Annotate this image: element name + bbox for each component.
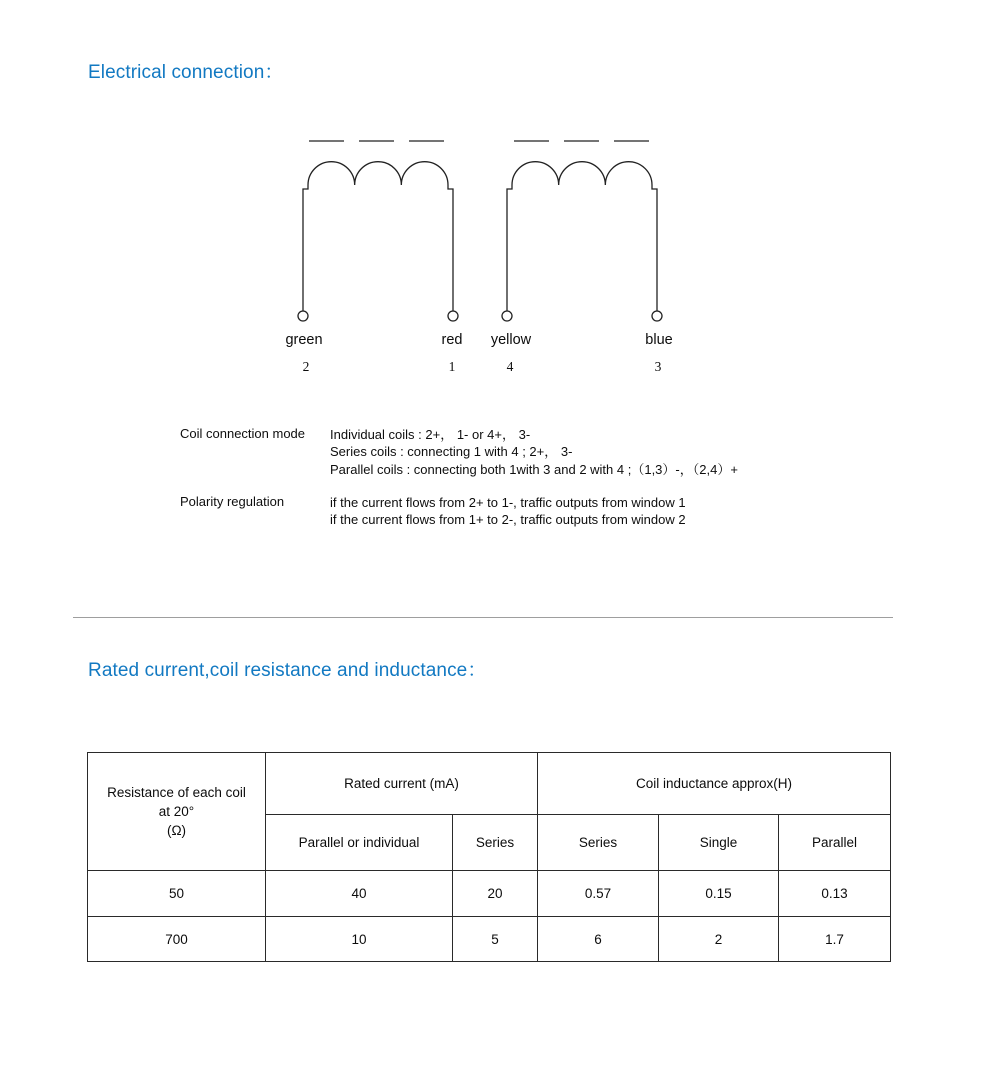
coil-inductance-group-header: Coil inductance approx(H) [538, 753, 891, 815]
coil-mode-line-parallel: Parallel coils : connecting both 1with 3 and 2 with 4 ;（1,3）-，（2,4）+ [330, 461, 738, 477]
cell-r2-c4: 2 [659, 917, 779, 962]
cell-r2-c2: 5 [453, 917, 538, 962]
terminal-circle-red [448, 311, 458, 321]
coil-1-winding [303, 162, 453, 311]
pin-number-3: 3 [654, 359, 662, 374]
coil-connection-mode-label: Coil connection mode [180, 426, 306, 441]
table-group-header-row [88, 753, 891, 815]
coil-1 [298, 141, 458, 321]
table-row [88, 917, 891, 962]
coil-2-winding [507, 162, 657, 311]
resistance-header-cell [88, 753, 266, 871]
subheader-series-current: Series [453, 815, 538, 871]
coil-mode-line-series: Series coils : connecting 1 with 4 ; 2+， 3- [330, 444, 573, 460]
resistance-header-line-1: Resistance of each coil [107, 785, 246, 800]
cell-r1-c4: 0.15 [659, 871, 779, 917]
cell-r1-c2: 20 [453, 871, 538, 917]
terminal-circle-yellow [502, 311, 512, 321]
terminal-circle-blue [652, 311, 662, 321]
cell-r2-c3: 6 [538, 917, 659, 962]
cell-r1-c5: 0.13 [779, 871, 891, 917]
resistance-header-line-2: at 20° [158, 804, 195, 819]
polarity-regulation-label: Polarity regulation [180, 494, 285, 509]
subheader-series-inductance: Series [538, 815, 659, 871]
pin-number-2: 2 [302, 359, 310, 374]
rated-current-heading: Rated current,coil resistance and inductance： [88, 660, 487, 681]
section-divider [73, 617, 893, 618]
coil-2 [502, 141, 662, 321]
polarity-line-2: if the current flows from 1+ to 2-, traffic outputs from window 2 [330, 512, 686, 528]
cell-resistance-50: 50 [88, 871, 266, 917]
wire-label-yellow: yellow [490, 332, 532, 348]
pin-number-4: 4 [506, 359, 514, 374]
cell-r1-c3: 0.57 [538, 871, 659, 917]
cell-r2-c1: 10 [266, 917, 453, 962]
terminal-circle-green [298, 311, 308, 321]
pin-number-1: 1 [448, 359, 456, 374]
table-row [88, 871, 891, 917]
polarity-line-1: if the current flows from 2+ to 1-, traffic outputs from window 1 [330, 495, 686, 510]
coil-mode-line-individual: Individual coils : 2+， 1- or 4+， 3- [330, 427, 531, 442]
coil-connection-mode-lines [330, 426, 738, 478]
subheader-parallel-inductance: Parallel [779, 815, 891, 871]
cell-resistance-700: 700 [88, 917, 266, 962]
wire-label-blue: blue [645, 332, 673, 348]
coil-winding-diagram [0, 125, 986, 325]
wire-label-red: red [441, 332, 463, 348]
rated-current-group-header: Rated current (mA) [266, 753, 538, 815]
cell-r1-c1: 40 [266, 871, 453, 917]
wire-label-green: green [285, 332, 323, 348]
subheader-parallel-or-individual: Parallel or individual [266, 815, 453, 871]
resistance-header-line-3: (Ω) [166, 823, 187, 838]
electrical-connection-heading: Electrical connection： [88, 62, 284, 83]
cell-r2-c5: 1.7 [779, 917, 891, 962]
polarity-regulation-lines [330, 494, 686, 529]
subheader-single-inductance: Single [659, 815, 779, 871]
coil-spec-table [87, 752, 891, 962]
